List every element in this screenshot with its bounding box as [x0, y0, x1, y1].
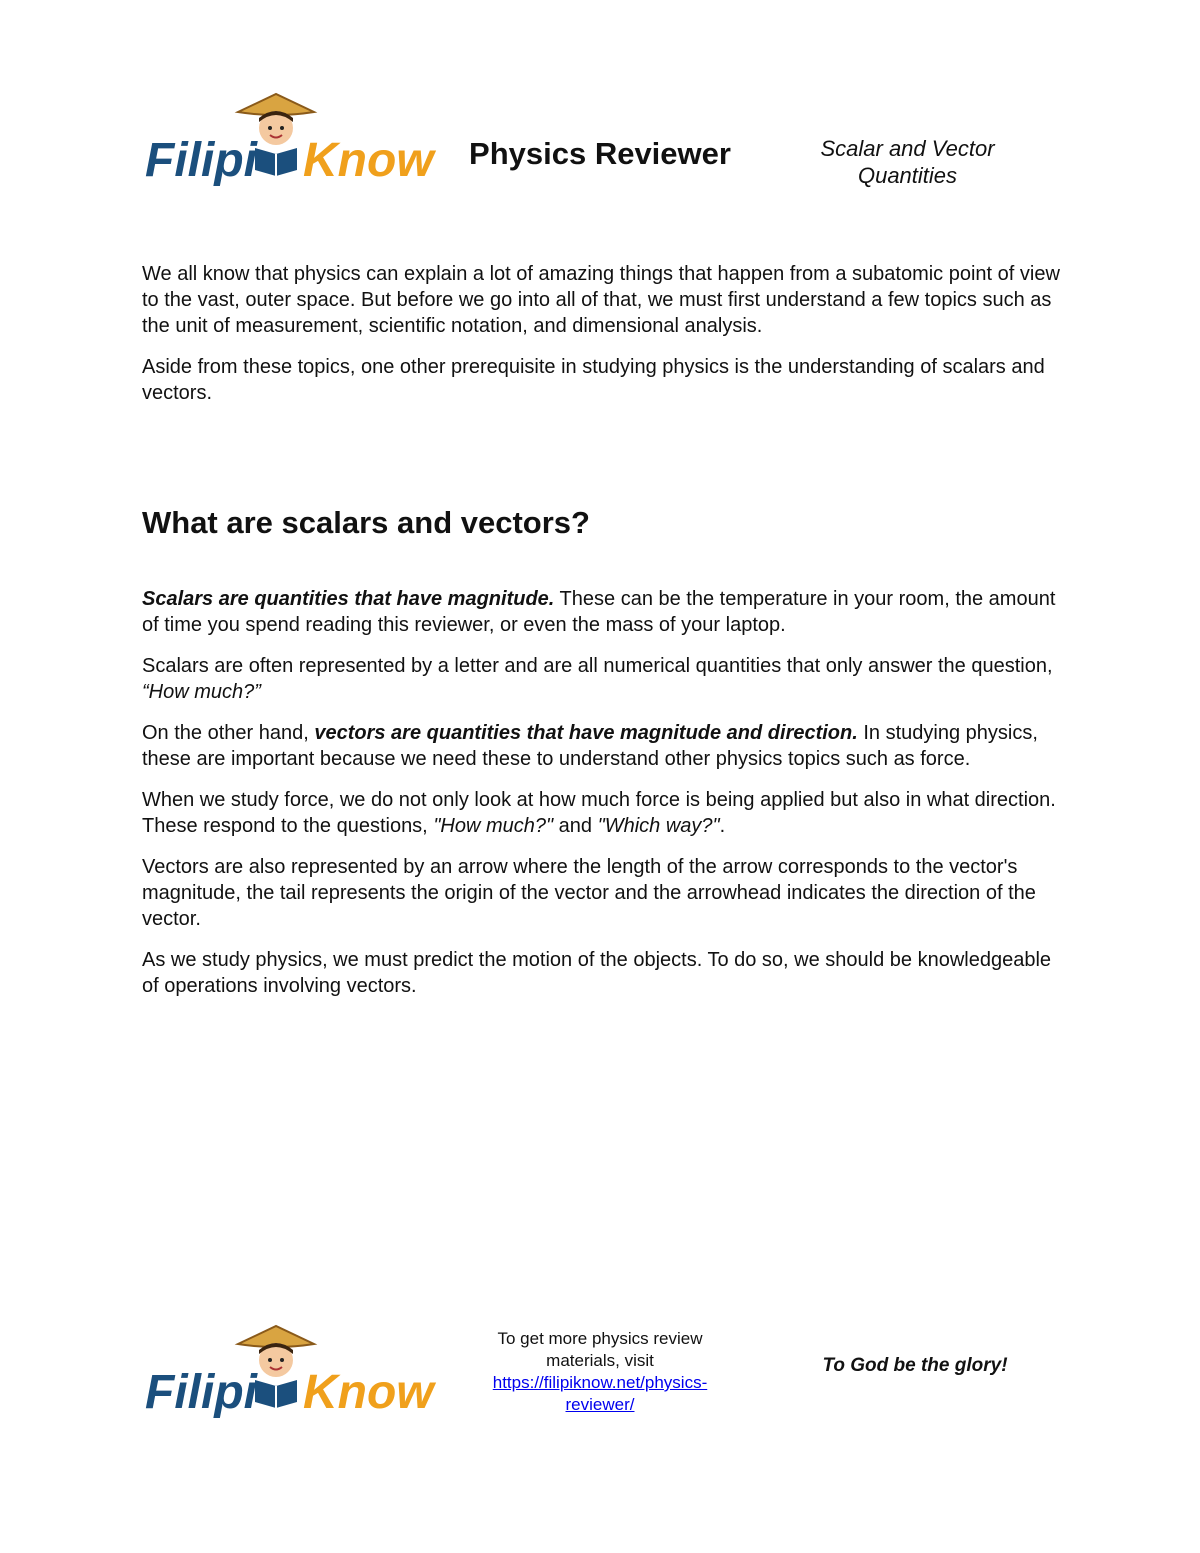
- reviewer-link[interactable]: [493, 1373, 707, 1414]
- footer-note: [455, 1328, 745, 1416]
- filipiknow-logo: [143, 90, 434, 190]
- paragraph-text: and: [553, 815, 598, 837]
- paragraph-text: On the other hand,: [142, 722, 315, 744]
- paragraph-scalars: [142, 586, 1072, 638]
- reviewer-link-line: https://filipiknow.net/physics-: [492, 1373, 708, 1392]
- intro-paragraph: Aside from these topics, one other prerequisite in studying physics is the understanding of scalars and vectors.: [142, 356, 1045, 404]
- paragraph-text: Scalars are often represented by a letter and are all numerical quantities that only answer the question,: [142, 655, 1053, 677]
- logo-graphic: [143, 90, 434, 190]
- paragraph-text: .: [719, 815, 726, 837]
- paragraph-vector-arrow: Vectors are also represented by an arrow where the length of the arrow corresponds to the vector's magnitude, the tail represents the origin of the vector and the arrowhead indicates the direction of the vector.: [142, 856, 1036, 930]
- section-heading: What are scalars and vectors?: [142, 505, 590, 540]
- paragraph-text: These can be the temperature in your room, the amount of time you spend reading this reviewer, or even the mass of your laptop.: [142, 588, 1056, 636]
- intro-section: [142, 261, 1072, 421]
- logo-graphic: [143, 1322, 434, 1422]
- bold-definition: Scalars are quantities that have magnitude.: [142, 588, 555, 610]
- paragraph-vectors: [142, 720, 1072, 772]
- svg-text:Know: Know: [303, 1366, 434, 1419]
- italic-question: "Which way?": [597, 815, 720, 837]
- paragraph-text: When we study force, we do not only look at how much force is being applied but also in what direction. These respond to the questions,: [142, 789, 1056, 837]
- paragraph-text: In studying physics, these are important because we need these to understand other physics topics such as force.: [142, 722, 1038, 770]
- paragraph-scalar-representation: [142, 653, 1072, 705]
- svg-text:Filipi: Filipi: [145, 134, 257, 187]
- footer-note-line: materials, visit: [546, 1351, 654, 1370]
- page-title: Physics Reviewer: [469, 136, 731, 171]
- svg-text:Know: Know: [303, 134, 434, 187]
- paragraph-force: [142, 787, 1072, 839]
- italic-question: "How much?": [433, 815, 554, 837]
- footer-note-line: To get more physics review: [497, 1329, 703, 1348]
- reviewer-link-line: reviewer/: [565, 1395, 635, 1414]
- intro-paragraph: We all know that physics can explain a lot of amazing things that happen from a subatomic point of view to the vast, outer space. But before we go into all of that, we must first understand a few topics such as the unit of measurement, scientific notation, and dimensional analysis.: [142, 263, 1060, 337]
- filipiknow-footer-logo: [143, 1322, 434, 1422]
- paragraph-motion: As we study physics, we must predict the motion of the objects. To do so, we should be knowledgeable of operations involving vectors.: [142, 949, 1052, 997]
- bold-definition: vectors are quantities that have magnitude and direction.: [314, 722, 858, 744]
- section-body: [142, 586, 1072, 1014]
- subtitle-line: Scalar and Vector: [820, 136, 995, 161]
- italic-question: “How much?”: [142, 681, 261, 703]
- subtitle-line: Quantities: [857, 163, 958, 188]
- footer-glory: To God be the glory!: [822, 1355, 1008, 1376]
- page-subtitle: [790, 135, 1025, 189]
- svg-text:Filipi: Filipi: [145, 1366, 257, 1419]
